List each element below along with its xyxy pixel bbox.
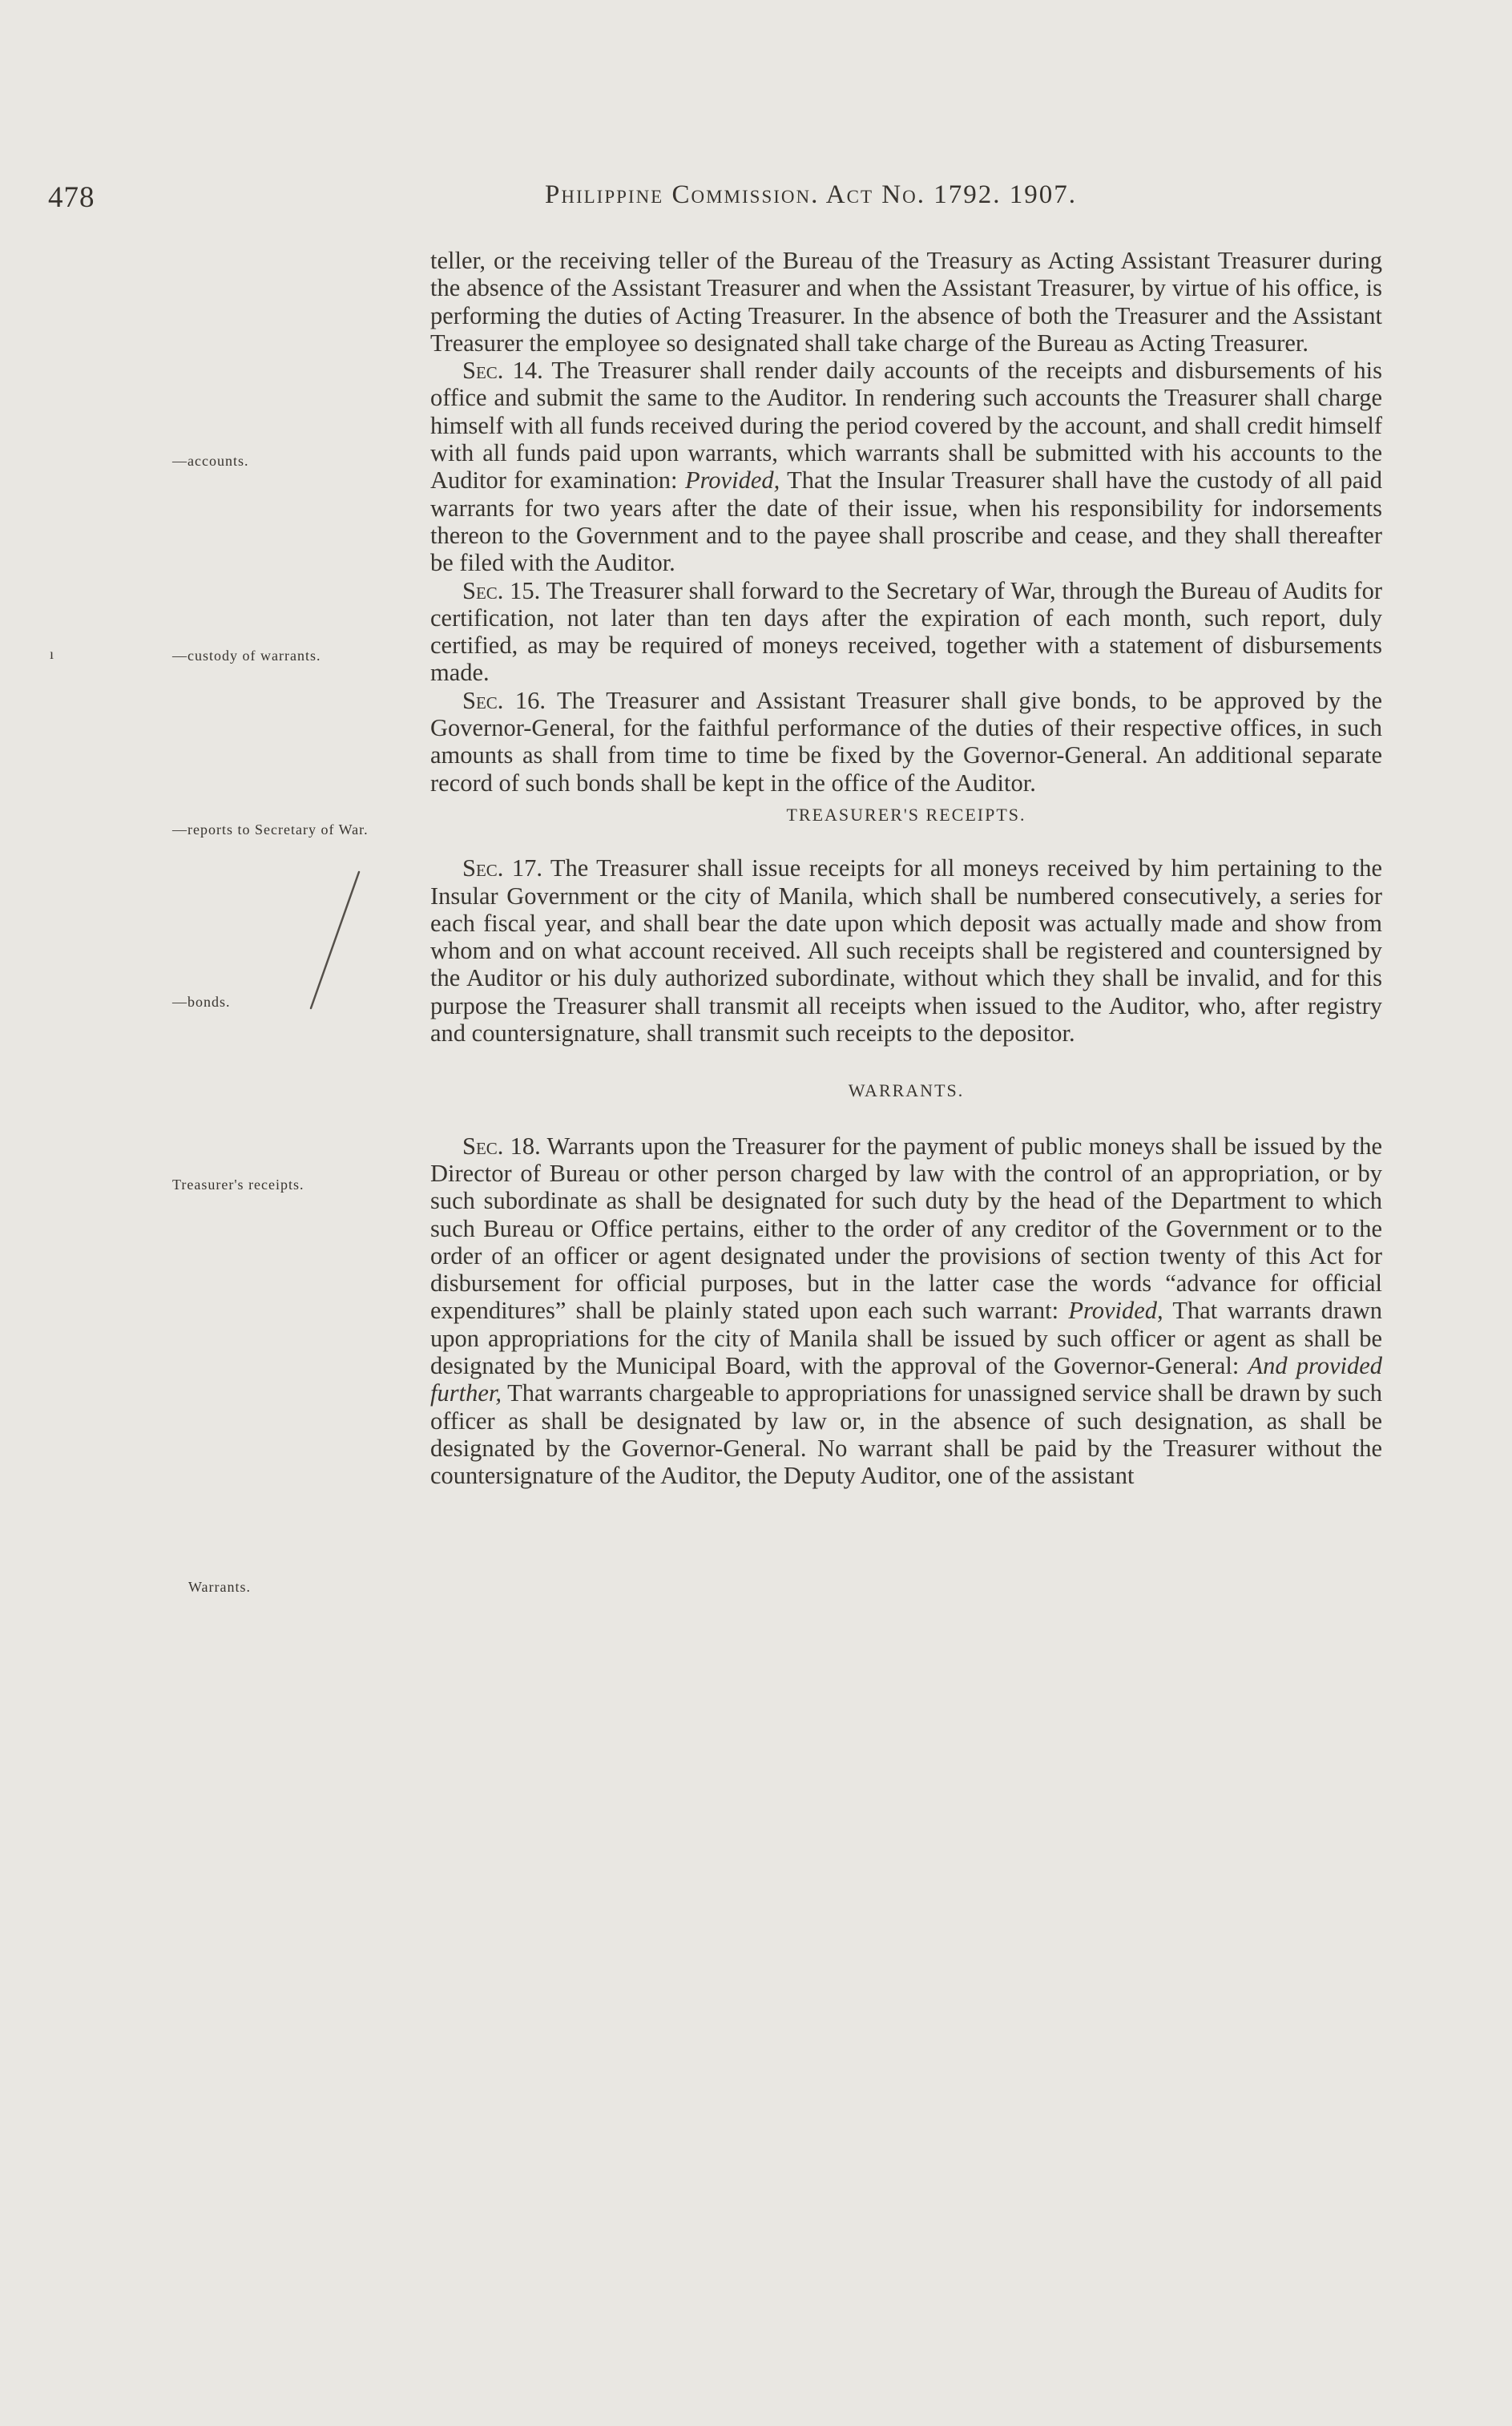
section-14 [430,357,1382,576]
section-18-text-c: That warrants chargeable to appropriations for unassigned service shall be drawn by such officer as shall be designated by law or, in the absence of such designation, as shall be designated by the Governor-General. No warrant shall be paid by the Treasurer without the countersignature of the Auditor, the Deputy Auditor, one of the assistant [430,1379,1382,1490]
section-15 [430,577,1382,687]
section-16-text: The Treasurer and Assistant Treasurer shall give bonds, to be approved by the Governor-General, for the faithful performance of the duties of their respective offices, in such amounts as shall from time to time be fixed by the Governor-General. An additional separate record of such bonds shall be kept in the office of the Auditor. [430,686,1382,797]
section-17 [430,854,1382,1047]
section-14-text-b: That the Insular Treasurer shall have the custody of all paid warrants for two years after the date of their issue, when his responsibility for indorsements thereon to the Government and to the payee shall proscribe and cease, and they shall thereafter be filed with the Auditor. [430,466,1383,577]
section-15-text: The Treasurer shall forward to the Secretary of War, through the Bureau of Audits for certification, not later than ten days after the expiration of each month, such report, duly certified, as may be required of moneys received, together with a statement of disbursements made. [430,576,1382,687]
main-text [430,247,1382,1489]
section-17-text: The Treasurer shall issue receipts for all moneys received by him pertaining to the Insular Government or the city of Manila, which shall be numbered consecutively, a series for each fiscal year, and shall bear the date upon which deposit was actually made and show from whom and on what account received. All such receipts shall be registered and countersigned by the Auditor or his duly authorized subordinate, without which they shall be invalid, and for this purpose the Treasurer shall transmit all receipts when issued to the Auditor, who, after registry and countersignature, shall transmit such receipts to the depositor. [430,854,1382,1047]
page-number: 478 [48,181,95,214]
margin-note-bonds: —bonds. [172,994,231,1010]
section-18 [430,1132,1382,1490]
section-15-label: Sec. 15. [462,576,541,604]
margin-note-accounts: —accounts. [172,453,249,469]
margin-note-reports: —reports to Secretary of War. [172,821,369,838]
margin-note-receipts: Treasurer's receipts. [172,1177,304,1193]
paragraph-continued: teller, or the receiving teller of the Bureau of the Treasury as Acting Assistant Treasurer during the absence of the Assistant Treasurer and when the Assistant Treasurer, by virtue of his office, is performing the duties of Acting Treasurer. In the absence of both the Treasurer and the Assistant Treasurer the employee so designated shall take charge of the Bureau as Acting Treasurer. [430,247,1382,357]
section-16 [430,687,1382,797]
section-14-provided: Provided, [684,466,780,494]
running-head: Philippine Commission. Act No. 1792. 1907. [545,180,1077,209]
section-18-text-a: Warrants upon the Treasurer for the payment of public moneys shall be issued by the Director of Bureau or other person charged by law with the control of an appropriation, or by such subordinate as shall be designated for such duty by the head of the Department to which such Bureau or Office pertains, either to the order of any creditor of the Government or to the order of an officer or agent designated under the provisions of section twenty of this Act for disbursement for official purposes, but in the latter case the words “advance for official expenditures” shall be plainly stated upon each such warrant: [430,1132,1382,1325]
heading-receipts: TREASURER'S RECEIPTS. [786,804,1026,825]
margin-note-custody: —custody of warrants. [172,648,321,664]
section-18-provided-further: And provided further, [430,1351,1383,1407]
section-18-text-b: That warrants drawn upon appropriations for the city of Manila shall be issued by such officer or agent as shall be designated by the Municipal Board, with the approval of the Governor-General: [430,1297,1383,1379]
section-17-label: Sec. 17. [462,854,542,882]
heading-warrants: WARRANTS. [848,1080,965,1101]
section-14-label: Sec. 14. [462,357,543,385]
section-18-provided: Provided, [1068,1297,1163,1325]
margin-note-warrants: Warrants. [188,1579,252,1595]
section-18-label: Sec. 18. [462,1132,541,1160]
stray-mark: ı [50,646,54,662]
section-14-text-a: The Treasurer shall render daily accounts of the receipts and disbursements of his office and submit the same to the Auditor. In rendering such accounts the Treasurer shall charge himself with all funds received during the period covered by the account, and shall credit himself with all funds paid upon warrants, which warrants shall be submitted with his accounts to the Auditor for examination: [430,357,1382,494]
pencil-mark [304,866,369,1018]
section-16-label: Sec. 16. [462,686,546,714]
